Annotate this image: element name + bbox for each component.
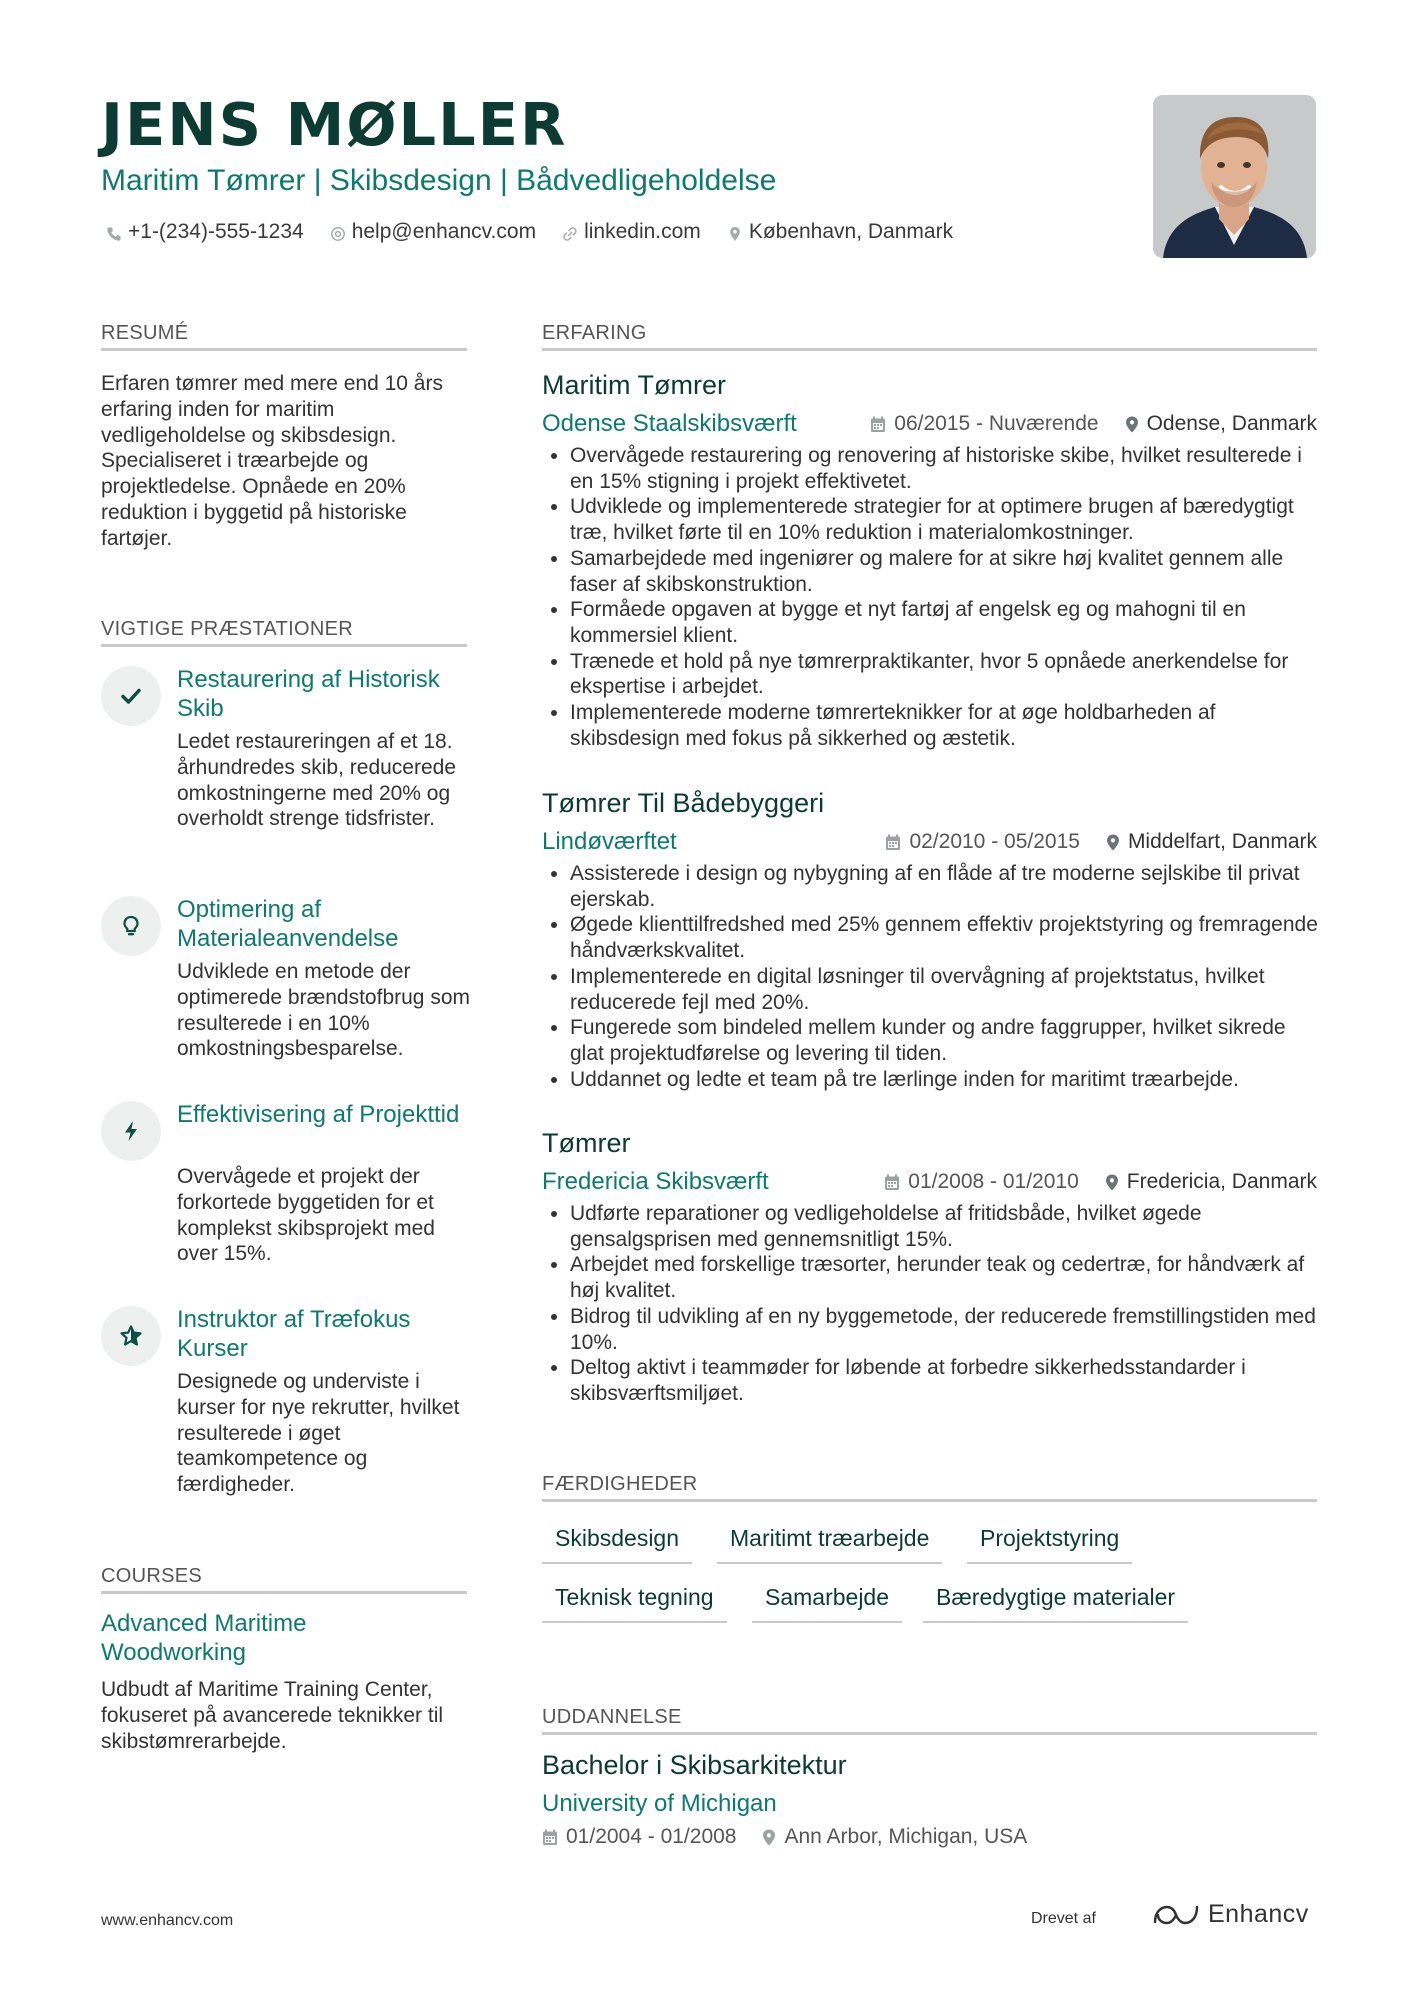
location-pin-icon (1106, 834, 1120, 851)
divider (101, 348, 467, 351)
bullet: • Udførte reparationer og vedligeholdelse af fritidsbåde, hvilket øgede gensalgsprisen med gennemsnitligt 15%. (570, 1201, 1320, 1252)
achievement-desc: Ledet restaureringen af et 18. århundredes skib, reducerede omkostningerne med 20% og overholdt strenge tidsfrister. (177, 730, 457, 831)
education-location (762, 1825, 1027, 1849)
footer-powered-by: Drevet af (1031, 1910, 1096, 1927)
education-dates-text: 01/2004 - 01/2008 (566, 1825, 737, 1848)
job-title: Tømrer Til Bådebyggeri (542, 788, 825, 818)
section-title-courses: COURSES (101, 1565, 203, 1587)
section-title-summary: RESUMÉ (101, 322, 189, 344)
contact-email[interactable] (330, 220, 536, 244)
contact-phone-text: +1-(234)-555-1234 (128, 220, 304, 243)
contact-linkedin[interactable] (562, 220, 701, 244)
skill-tag: Bæredygtige materialer (923, 1584, 1188, 1623)
job-bullets (542, 1201, 1320, 1407)
education-degree: Bachelor i Skibsarkitektur (542, 1750, 847, 1780)
star-icon (101, 1306, 161, 1366)
summary-text: Erfaren tømrer med mere end 10 års erfaring inden for maritim vedligeholdelse og skibsdesign. Specialiseret i træarbejde og projektledelse. Opnåede en 20% reduktion i byggetid på historiske fartøjer. (101, 372, 443, 550)
job-bullets (542, 443, 1320, 751)
job-meta (870, 412, 1317, 436)
job-dates (885, 830, 1079, 854)
enhancv-logo[interactable] (1152, 1900, 1309, 1929)
location-pin-icon (1125, 416, 1139, 433)
contact-phone[interactable] (106, 220, 304, 244)
bullet: • Overvågede restaurering og renovering af historiske skibe, hvilket resulterede i en 15% stigning i projekt effektivetet. (570, 443, 1320, 494)
job-dates (884, 1170, 1078, 1194)
job-company: Odense Staalskibsværft (542, 410, 797, 437)
at-icon (330, 224, 346, 240)
contact-location (727, 220, 953, 244)
calendar-icon (885, 834, 901, 851)
section-title-experience: ERFARING (542, 322, 647, 344)
divider (542, 1732, 1317, 1735)
bullet: • Deltog aktivt i teammøder for løbende at forbedre sikkerhedsstandarder i skibsværftsmiljøet. (570, 1355, 1320, 1406)
enhancv-logo-text: Enhancv (1208, 1900, 1309, 1928)
skill-tag: Samarbejde (752, 1584, 902, 1623)
achievement-title: Instruktor af Træfokus Kurser (177, 1306, 411, 1362)
contact-email-text: help@enhancv.com (351, 220, 537, 243)
lightbulb-icon (101, 896, 161, 956)
education-school: University of Michigan (542, 1790, 777, 1817)
profile-photo (1153, 95, 1316, 258)
course-title: Advanced Maritime Woodworking (101, 1610, 307, 1666)
bullet: • Arbejdet med forskellige træsorter, herunder teak og cedertræ, for håndværk af høj kvalitet. (570, 1252, 1320, 1303)
location-pin-icon (762, 1829, 776, 1846)
enhancv-logo-icon (1152, 1902, 1200, 1928)
calendar-icon (884, 1174, 900, 1191)
bullet: • Assisterede i design og nybygning af en flåde af tre moderne sejlskibe til privat ejerskab. (570, 861, 1320, 912)
education-location-text: Ann Arbor, Michigan, USA (784, 1825, 1028, 1848)
job-location (1125, 412, 1317, 436)
divider (542, 348, 1317, 351)
link-icon (562, 224, 578, 240)
section-title-achievements: VIGTIGE PRÆSTATIONER (101, 618, 353, 640)
job-title: Tømrer (542, 1128, 631, 1158)
location-pin-icon (727, 224, 743, 240)
check-icon (101, 666, 161, 726)
bullet: • Implementerede en digital løsninger til overvågning af projektstatus, hvilket reducerede fejl med 20%. (570, 964, 1320, 1015)
job-location-text: Fredericia, Danmark (1126, 1170, 1317, 1193)
skill-tag: Skibsdesign (542, 1525, 692, 1564)
candidate-name: JENS MØLLER (101, 90, 568, 159)
location-pin-icon (1105, 1174, 1119, 1191)
phone-icon (106, 224, 122, 240)
job-company: Lindøværftet (542, 828, 677, 855)
achievement-desc: Udviklede en metode der optimerede brændstofbrug som resulterede i en 10% omkostningsbesparelse. (177, 960, 470, 1061)
bullet: • Trænede et hold på nye tømrerpraktikanter, hvor 5 opnåede anerkendelse for ekspertise i arbejdet. (570, 649, 1320, 700)
skill-tag: Projektstyring (967, 1525, 1132, 1564)
job-location-text: Middelfart, Danmark (1127, 830, 1317, 853)
job-meta (885, 830, 1317, 854)
divider (101, 644, 467, 647)
course-desc: Udbudt af Maritime Training Center, fokuseret på avancerede teknikker til skibstømrerarbejde. (101, 1678, 444, 1753)
bullet: • Bidrog til udvikling af en ny byggemetode, der reducerede fremstillingstiden med 10%. (570, 1304, 1320, 1355)
calendar-icon (870, 416, 886, 433)
job-meta (884, 1170, 1317, 1194)
achievement-title: Restaurering af Historisk Skib (177, 666, 440, 722)
education-meta (542, 1825, 1027, 1849)
bullet: • Øgede klienttilfredshed med 25% gennem effektiv projektstyring og fremragende håndværkskvalitet. (570, 912, 1320, 963)
bullet: • Samarbejdede med ingeniører og malere for at sikre høj kvalitet gennem alle faser af skibskonstruktion. (570, 546, 1320, 597)
bullet: • Formåede opgaven at bygge et nyt fartøj af engelsk eg og mahogni til en kommersiel klient. (570, 597, 1320, 648)
bullet: • Implementerede moderne tømrerteknikker for at øge holdbarheden af skibsdesign med fokus på sikkerhed og æstetik. (570, 700, 1320, 751)
job-dates-text: 02/2010 - 05/2015 (909, 830, 1080, 853)
contact-linkedin-text: linkedin.com (584, 220, 701, 243)
job-company: Fredericia Skibsværft (542, 1168, 769, 1195)
achievement-title: Effektivisering af Projekttid (177, 1101, 460, 1128)
job-location-text: Odense, Danmark (1146, 412, 1317, 435)
job-dates (870, 412, 1098, 436)
achievement-desc: Designede og underviste i kurser for nye rekrutter, hvilket resulterede i øget teamkompetence og færdigheder. (177, 1370, 460, 1497)
lightning-icon (101, 1101, 161, 1161)
candidate-headline: Maritim Tømrer | Skibsdesign | Bådvedligeholdelse (101, 164, 777, 197)
bullet: • Uddannet og ledte et team på tre lærlinge inden for maritimt træarbejde. (570, 1067, 1320, 1093)
bullet: • Fungerede som bindeled mellem kunder og andre faggrupper, hvilket sikrede glat projektudførelse og levering til tiden. (570, 1015, 1320, 1066)
job-bullets (542, 861, 1320, 1092)
contact-bar (106, 220, 953, 244)
divider (542, 1499, 1317, 1502)
skill-tag: Teknisk tegning (542, 1584, 727, 1623)
job-dates-text: 01/2008 - 01/2010 (908, 1170, 1079, 1193)
education-dates (542, 1825, 736, 1849)
calendar-icon (542, 1829, 558, 1846)
footer-url[interactable]: www.enhancv.com (101, 1912, 234, 1929)
job-dates-text: 06/2015 - Nuværende (894, 412, 1099, 435)
achievement-title: Optimering af Materialeanvendelse (177, 896, 399, 952)
bullet: • Udviklede og implementerede strategier for at optimere brugen af bæredygtigt træ, hvilket førte til en 10% reduktion i materialomkostninger. (570, 494, 1320, 545)
achievement-desc: Overvågede et projekt der forkortede byggetiden for et komplekst skibsprojekt med over 15%. (177, 1165, 435, 1266)
skill-tag: Maritimt træarbejde (717, 1525, 942, 1564)
job-location (1105, 1170, 1317, 1194)
section-title-skills: FÆRDIGHEDER (542, 1473, 698, 1495)
contact-location-text: København, Danmark (748, 220, 954, 243)
divider (101, 1591, 467, 1594)
job-title: Maritim Tømrer (542, 370, 726, 400)
job-location (1106, 830, 1317, 854)
section-title-education: UDDANNELSE (542, 1706, 682, 1728)
